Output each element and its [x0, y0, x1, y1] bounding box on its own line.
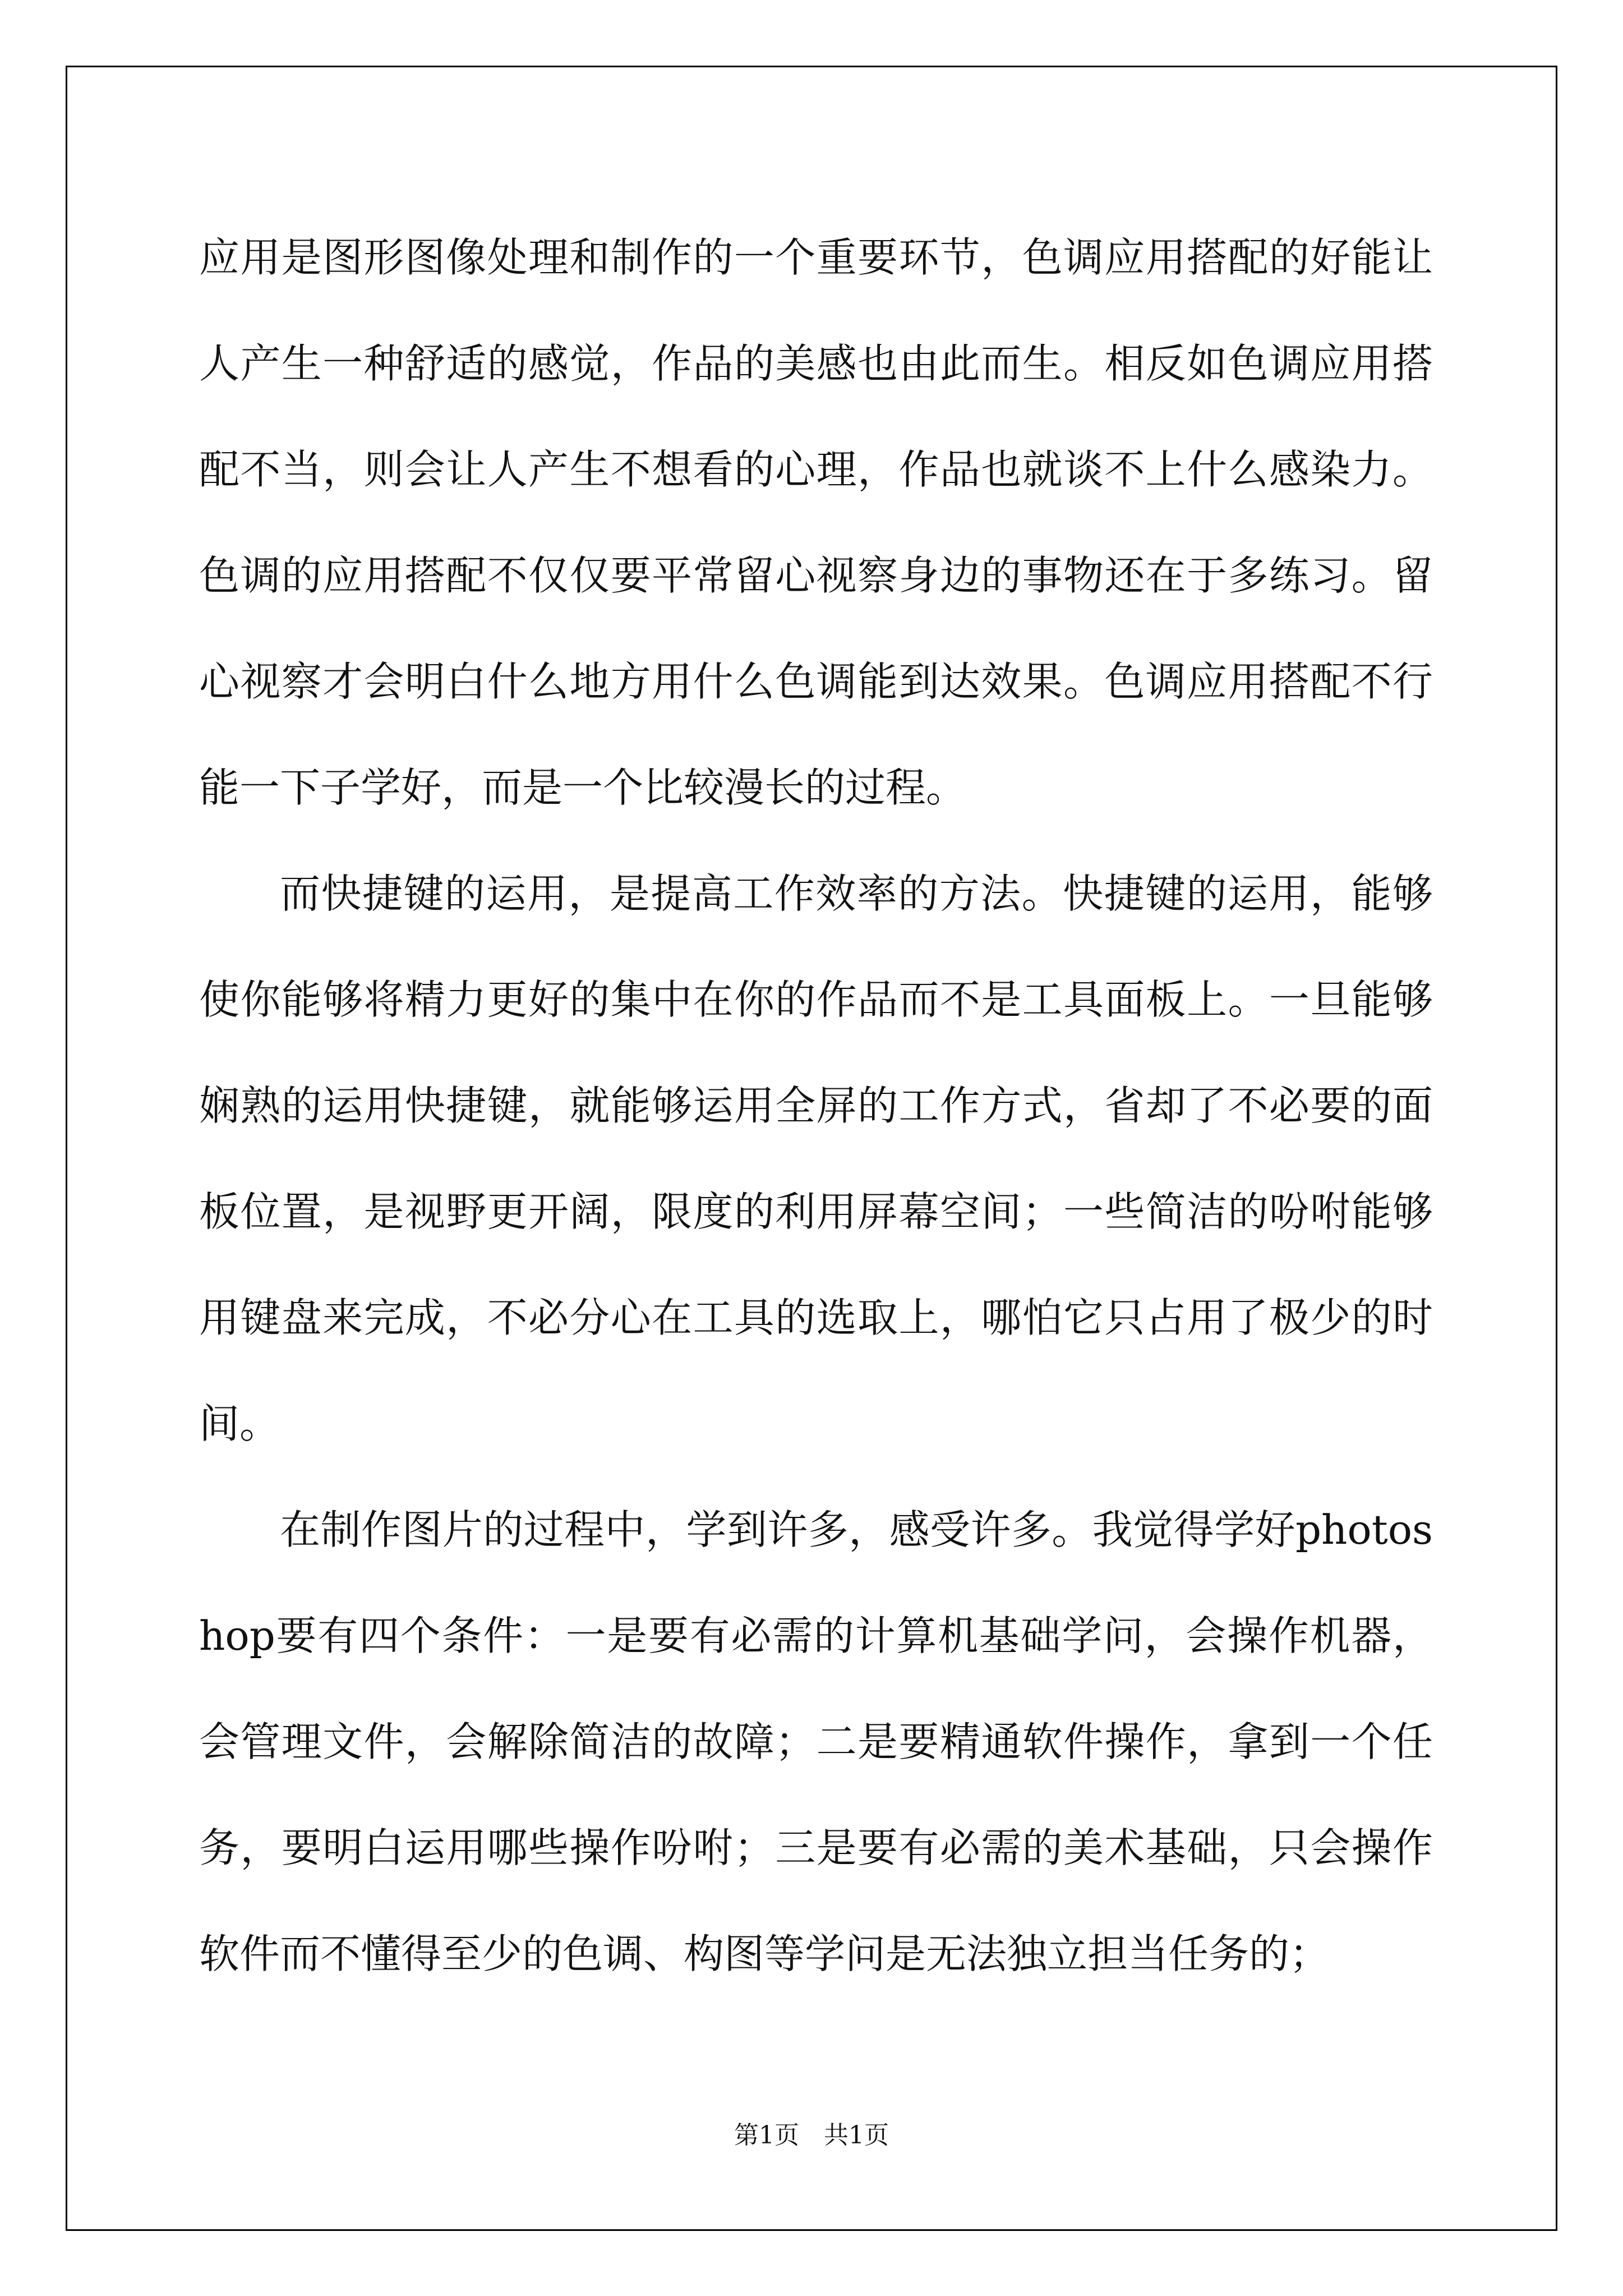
paragraph-learning-conditions: 在制作图片的过程中，学到许多，感受许多。我觉得学好photoshop要有四个条件：一是要有必需的计算机基础学问，会操作机器，会管理文件，会解除简洁的故障；二是要精通软件操作，拿到一个任务，要明白运用哪些操作吩咐；三是要有必需的美术基础，只会操作软件而不懂得至少的色调、构图等学问是无法独立担当任务的； [199, 1506, 1433, 1977]
paragraph-color-usage: 应用是图形图像处理和制作的一个重要环节，色调应用搭配的好能让人产生一种舒适的感觉，作品的美感也由此而生。相反如色调应用搭配不当，则会让人产生不想看的心理，作品也就谈不上什么感染力。色调的应用搭配不仅仅要平常留心视察身边的事物还在于多练习。留心视察才会明白什么地方用什么色调能到达效果。色调应用搭配不行能一下子学好，而是一个比较漫长的过程。 [199, 234, 1433, 811]
page-number-footer: 第1页 共1页 [734, 2121, 889, 2150]
document-body [199, 205, 1433, 2007]
paragraph-shortcut-keys: 而快捷键的运用，是提高工作效率的方法。快捷键的运用，能够使你能够将精力更好的集中在你的作品而不是工具面板上。一旦能够娴熟的运用快捷键，就能够运用全屏的工作方式，省却了不必要的面板位置，是视野更开阔，限度的利用屏幕空间；一些简洁的吩咐能够用键盘来完成，不必分心在工具的选取上，哪怕它只占用了极少的时间。 [199, 870, 1433, 1447]
